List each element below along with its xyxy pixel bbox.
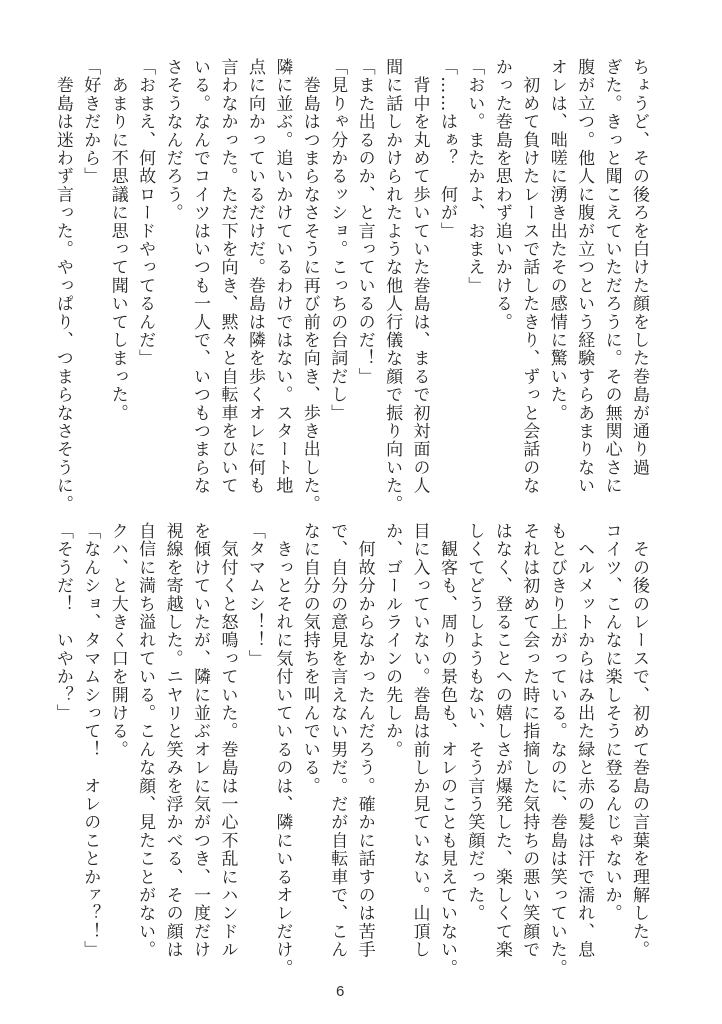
text-column: はなく、登ることへの嬉しさが爆発した、楽しくて楽 <box>491 522 512 959</box>
text-column: さそうなんだろう。 <box>162 58 183 222</box>
top-text-block <box>48 58 652 514</box>
page-number: 6 <box>336 983 345 1000</box>
text-column: その後のレースで、初めて巻島の言葉を理解した。 <box>629 522 649 959</box>
text-column: それは初めて会った時に指摘した気持ちの悪い笑顔で <box>519 522 540 959</box>
text-column: 巻島は迷わず言った。やっぱり、つまらなさそうに。 <box>52 58 73 513</box>
text-column: 隣に並ぶ。追いかけているわけではない。スタート地 <box>272 58 293 495</box>
text-column: 点に向かっているだけだ。巻島は隣を歩くオレに何も <box>244 58 265 495</box>
text-column: いる。なんでコイツはいつも一人で、いつもつまらな <box>190 58 210 495</box>
text-column: 自信に満ち溢れている。こんな顔、見たことがない。 <box>135 522 156 959</box>
text-column: 「見りゃ分かるッショ。こっちの台詞だし」 <box>327 58 348 422</box>
text-column: なに自分の気持ちを叫んでいる。 <box>299 522 320 795</box>
text-column: 気付くと怒鳴っていた。巻島は一心不乱にハンドル <box>217 522 238 959</box>
text-column: かった巻島を思わず追いかける。 <box>491 58 512 331</box>
text-column: ヘルメットからはみ出た緑と赤の髪は汗で濡れ、息 <box>574 522 595 959</box>
text-column: 観客も、周りの景色も、オレのことも見えていない。 <box>436 522 457 977</box>
text-column: 視線を寄越した。ニヤリと笑みを浮かべる、その顔は <box>162 522 183 959</box>
text-column: 間に話しかけられたような他人行儀な顔で振り向いた。 <box>382 58 403 513</box>
text-column: 「おまえ、何故ロードやってるんだ」 <box>135 58 156 368</box>
text-column: しくてどうしようもない、そう言う笑顔だった。 <box>464 522 485 923</box>
text-column: か、ゴールラインの先しか。 <box>382 522 403 759</box>
text-column: 「……はぁ？ 何が」 <box>436 58 457 240</box>
text-column: 目に入っていない。巻島は前しか見ていない。山頂し <box>409 522 430 959</box>
text-column: 「また出るのか、と言っているのだ！」 <box>354 58 375 386</box>
text-column: オレは、咄嗟に湧き出たその感情に驚いた。 <box>546 58 567 422</box>
text-column: ぎた。きっと聞こえていただろうに。その無関心さに <box>601 58 622 495</box>
text-column: 背中を丸めて歩いていた巻島は、まるで初対面の人 <box>409 58 430 495</box>
text-column: 「好きだから」 <box>80 58 101 186</box>
text-column: あまりに不思議に思って聞いてしまった。 <box>107 58 128 422</box>
text-column: 言わなかった。ただ下を向き、黙々と自転車をひいて <box>217 58 238 495</box>
text-column: 「タマムシ！！」 <box>244 522 265 668</box>
bottom-text-block <box>48 522 652 978</box>
text-column: クハ、と大きく口を開ける。 <box>107 522 128 759</box>
text-column: で、自分の意見を言えない男だ。だが自転車で、こん <box>327 522 348 959</box>
text-column: 巻島はつまらなさそうに再び前を向き、歩き出した。 <box>299 58 320 513</box>
text-column: 腹が立つ。他人に腹が立つという経験すらあまりない <box>574 58 595 495</box>
text-column: を傾けていたが、隣に並ぶオレに気がつき、一度だけ <box>190 522 210 959</box>
text-column: 「そうだ！ いやか？」 <box>52 522 73 723</box>
text-column: もとびきり上がっている。なのに、巻島は笑っていた。 <box>546 522 567 977</box>
text-column: 「なんショ、タマムシって！ オレのことかァ？！」 <box>80 522 101 959</box>
text-column: きっとそれに気付いているのは、隣にいるオレだけ。 <box>272 522 293 977</box>
text-column: 何故分からなかったんだろう。確かに話すのは苦手 <box>354 522 375 959</box>
text-column: 「おい。またかよ、おまえ」 <box>464 58 485 295</box>
text-column: コイツ、こんなに楽しそうに登るんじゃないか。 <box>601 522 622 923</box>
text-column: ちょうど、その後ろを白けた顔をした巻島が通り過 <box>629 58 649 477</box>
text-column: 初めて負けたレースで話したきり、ずっと会話のな <box>519 58 540 495</box>
